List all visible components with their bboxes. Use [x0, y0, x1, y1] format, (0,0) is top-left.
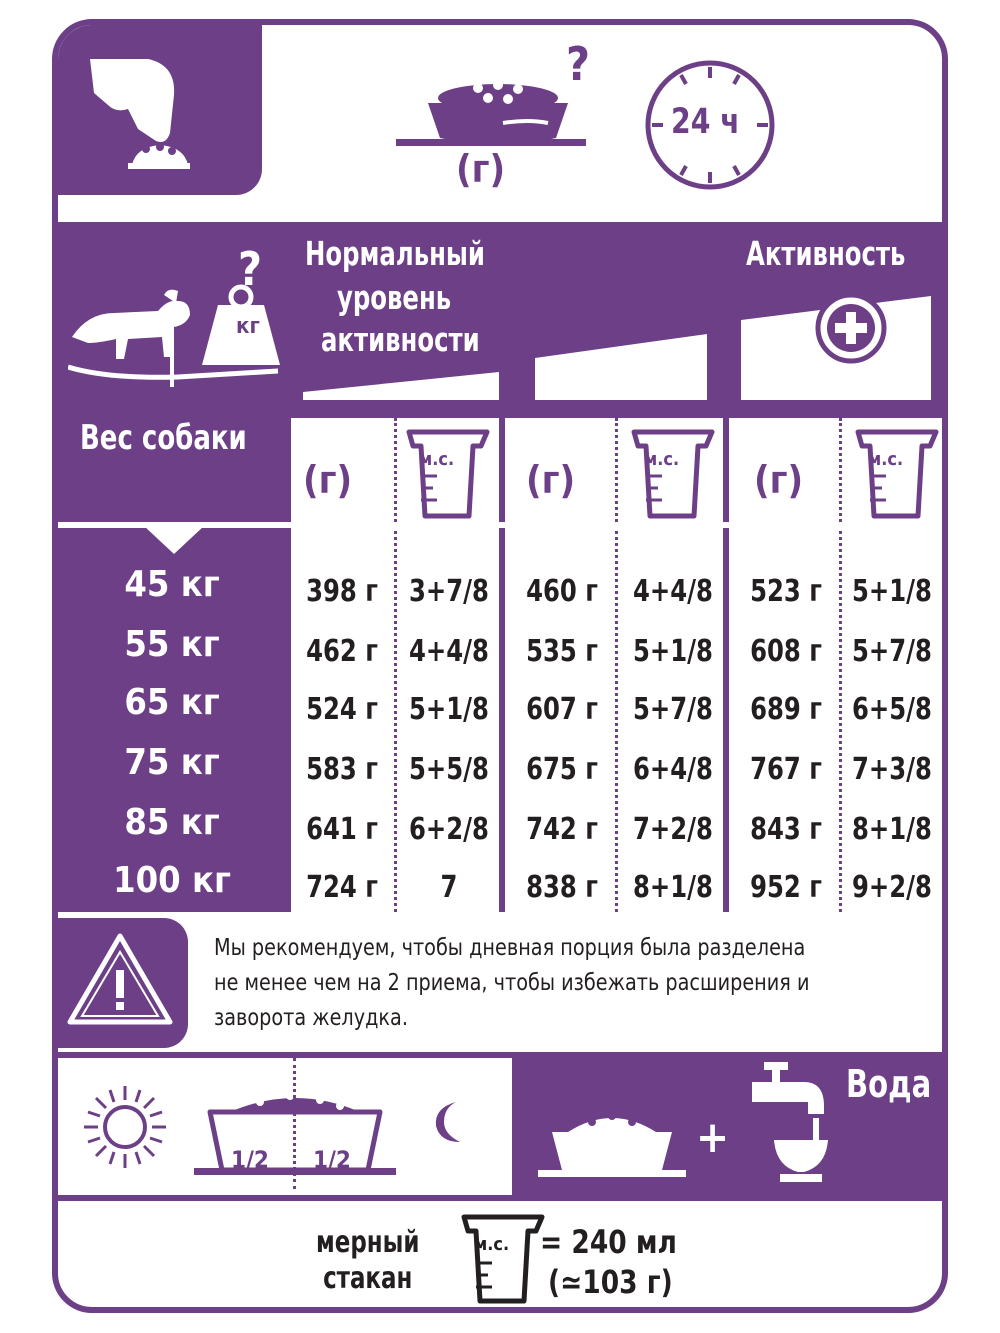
activity-header [291, 230, 941, 410]
cell-active-cups: 8+1/8 [852, 812, 932, 847]
cell-normal-cups: 4+4/8 [409, 634, 489, 669]
food-bowl-icon [532, 1102, 692, 1182]
cell-moderate-cups: 5+7/8 [633, 692, 713, 727]
measure-label-line1: мерный [316, 1225, 420, 1260]
col-normal-cup-label: м.с. [419, 449, 455, 470]
cell-normal-grams: 524 г [306, 692, 378, 727]
cell-normal-cups: 6+2/8 [409, 812, 489, 847]
feeding-table [58, 222, 942, 912]
col-moderate-cup-label: м.с. [644, 449, 680, 470]
measuring-cup-info [58, 1195, 942, 1313]
cell-moderate-grams: 607 г [526, 692, 598, 727]
cell-active-cups: 7+3/8 [852, 752, 932, 787]
weight-100: 100 кг [113, 860, 231, 901]
measure-grams: (≃103 г) [548, 1263, 673, 1301]
cell-moderate-grams: 460 г [526, 574, 598, 609]
half-left-label: 1/2 [231, 1146, 269, 1174]
warning-text [214, 931, 854, 1036]
cell-active-grams: 523 г [750, 574, 822, 609]
moon-icon [430, 1098, 470, 1148]
measuring-cup-icon [458, 1211, 548, 1306]
col-moderate-grams-label: (г) [526, 458, 576, 502]
cell-normal-cups: 5+5/8 [409, 752, 489, 787]
cell-active-cups: 5+1/8 [852, 574, 932, 609]
weight-55: 55 кг [124, 624, 220, 665]
normal-activity-line1: Нормальный [305, 234, 485, 273]
cell-active-cups: 5+7/8 [852, 634, 932, 669]
weight-85: 85 кг [124, 802, 220, 843]
meal-split-panel [58, 1052, 512, 1195]
dotted-divider [615, 418, 618, 912]
warning-line3: заворота желудка. [214, 1005, 408, 1031]
weight-75: 75 кг [124, 742, 220, 783]
water-panel [512, 1052, 942, 1195]
cell-moderate-grams: 742 г [526, 812, 598, 847]
cell-active-grams: 608 г [750, 634, 822, 669]
cell-moderate-grams: 838 г [526, 870, 598, 905]
cell-active-grams: 952 г [750, 870, 822, 905]
feeding-guide-card [52, 19, 948, 1313]
water-label: Вода [846, 1062, 932, 1106]
cell-active-cups: 6+5/8 [852, 692, 932, 727]
normal-activity-line2: уровень [337, 278, 452, 317]
sun-icon [80, 1082, 170, 1172]
dotted-divider [394, 418, 397, 912]
group-divider [499, 418, 505, 912]
warning-icon [58, 918, 188, 1048]
measuring-cup-icon [852, 426, 942, 521]
col-active-grams-label: (г) [754, 458, 804, 502]
cell-normal-grams: 583 г [306, 752, 378, 787]
dog-eating-icon [58, 25, 262, 195]
weight-65: 65 кг [124, 682, 220, 723]
cell-moderate-cups: 7+2/8 [633, 812, 713, 847]
warning-line2: не менее чем на 2 приема, чтобы избежать расширения и [214, 970, 810, 996]
cell-normal-cups: 5+1/8 [409, 692, 489, 727]
col-active-cup-label: м.с. [868, 449, 904, 470]
down-pointer-icon [144, 526, 204, 556]
dog-head-panel [58, 25, 262, 195]
cell-normal-grams: 724 г [306, 870, 378, 905]
col-normal-grams-label: (г) [303, 458, 353, 502]
cell-moderate-grams: 675 г [526, 752, 598, 787]
group-divider [723, 418, 729, 912]
weight-icon-label: кг [236, 314, 260, 339]
cell-active-grams: 767 г [750, 752, 822, 787]
warning-line1: Мы рекомендуем, чтобы дневная порция была разделена [214, 935, 806, 961]
warning-panel [58, 918, 188, 1048]
clock-label: 24 ч [671, 102, 740, 142]
cell-moderate-cups: 8+1/8 [633, 870, 713, 905]
cell-moderate-cups: 4+4/8 [633, 574, 713, 609]
high-activity-label: Активность [746, 234, 906, 273]
cell-normal-grams: 462 г [306, 634, 378, 669]
cell-moderate-cups: 5+1/8 [633, 634, 713, 669]
cell-normal-cups: 7 [440, 870, 458, 905]
normal-activity-line3: активности [321, 320, 480, 359]
cell-active-grams: 689 г [750, 692, 822, 727]
measure-label-line2: стакан [323, 1261, 413, 1296]
measure-label [316, 1225, 419, 1297]
split-divider [293, 1058, 296, 1189]
food-question-mark: ? [566, 37, 591, 91]
cell-moderate-grams: 535 г [526, 634, 598, 669]
water-tap-icon [744, 1062, 834, 1187]
plus-circle-icon [811, 288, 891, 368]
weight-question-mark: ? [238, 242, 263, 296]
measuring-cup-icon [403, 426, 493, 521]
cell-normal-grams: 398 г [306, 574, 378, 609]
food-unit-label: (г) [456, 147, 506, 191]
half-right-label: 1/2 [313, 1146, 351, 1174]
cell-normal-grams: 641 г [306, 812, 378, 847]
weight-header-label: Вес собаки [80, 418, 247, 458]
measure-volume: = 240 мл [540, 1223, 677, 1261]
weight-45: 45 кг [124, 564, 220, 605]
cell-active-grams: 843 г [750, 812, 822, 847]
measure-cup-label: м.с. [474, 1234, 510, 1255]
measuring-cup-icon [628, 426, 718, 521]
cell-normal-cups: 3+7/8 [409, 574, 489, 609]
cell-moderate-cups: 6+4/8 [633, 752, 713, 787]
plus-sign: + [696, 1112, 730, 1163]
cell-active-cups: 9+2/8 [852, 870, 932, 905]
